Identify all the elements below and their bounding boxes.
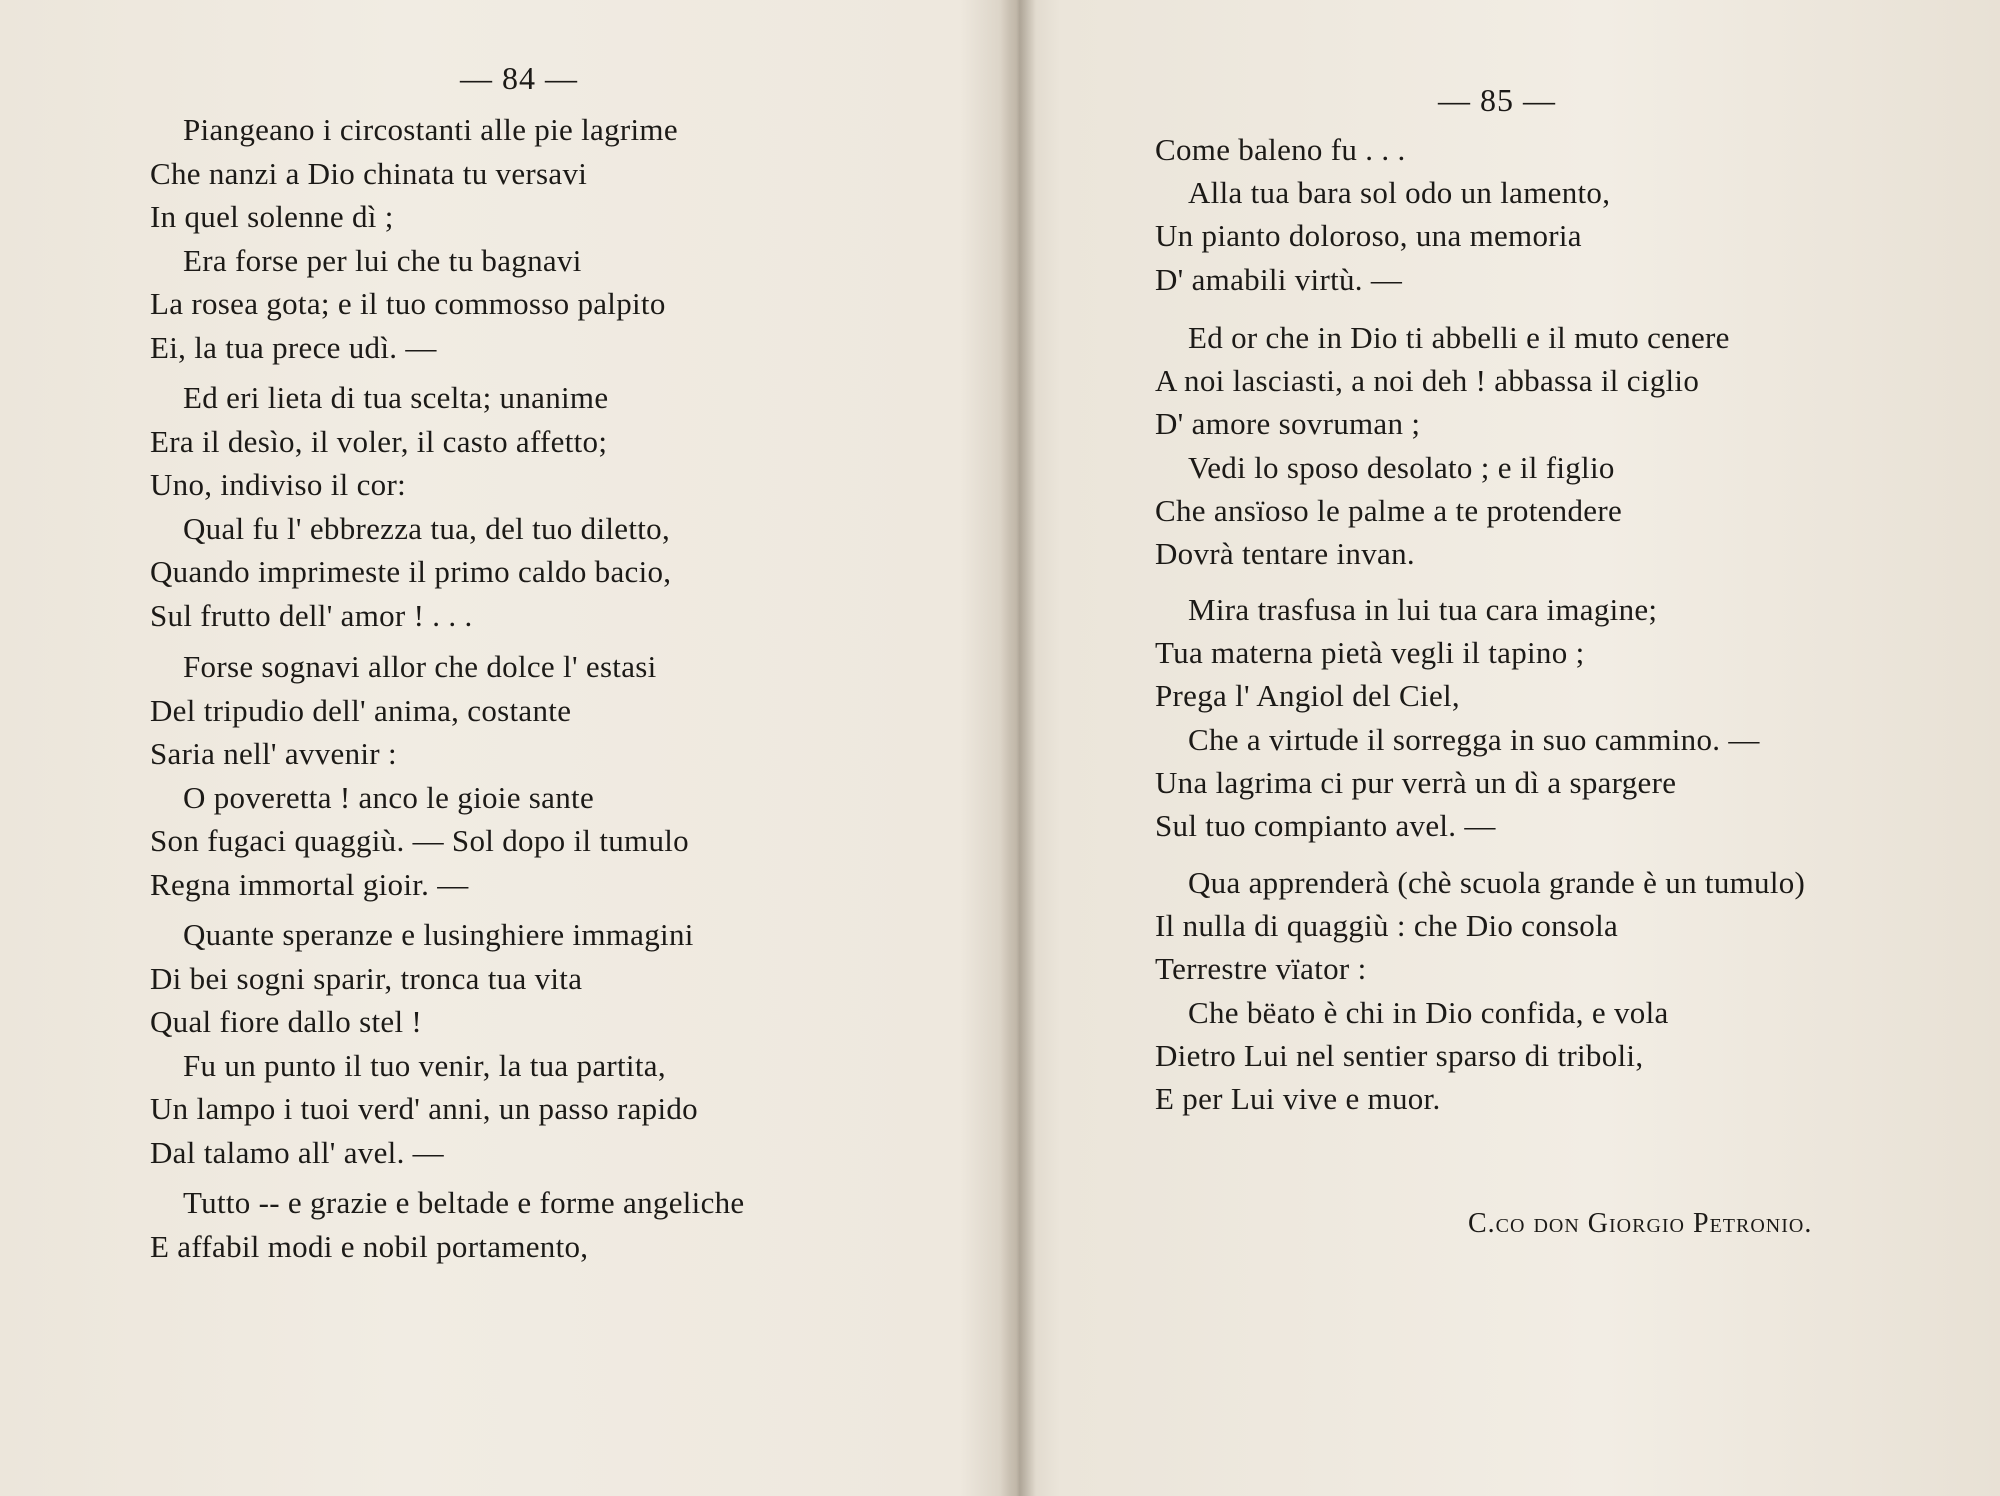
verse-line: Vedi lo sposo desolato ; e il figlio xyxy=(1188,449,1615,485)
verse-line: La rosea gota; e il tuo commosso palpito xyxy=(150,286,666,321)
verse-line: Una lagrima ci pur verrà un dì a spargere xyxy=(1155,764,1677,800)
verse-line: D' amore sovruman ; xyxy=(1155,406,1421,442)
verse-line: Regna immortal gioir. — xyxy=(150,866,469,902)
verse-line: A noi lasciasti, a noi deh ! abbassa il ciglio xyxy=(1155,363,1700,399)
page-number-84: — 84 — xyxy=(460,60,578,96)
verse-line: Saria nell' avvenir : xyxy=(150,736,397,771)
verse-line: Qua apprenderà (chè scuola grande è un tumulo) xyxy=(1188,865,1806,900)
verse-line: Forse sognavi allor che dolce l' estasi xyxy=(183,649,657,684)
page-number-85: — 85 — xyxy=(1438,82,1556,118)
author-signature: C.co don Giorgio Petronio. xyxy=(1468,1208,1813,1239)
verse-line: Piangeano i circostanti alle pie lagrime xyxy=(183,112,678,147)
verse-line: Che a virtude il sorregga in suo cammino. — xyxy=(1188,721,1760,757)
verse-line: Del tripudio dell' anima, costante xyxy=(150,692,572,728)
verse-line: Quando imprimeste il primo caldo bacio, xyxy=(150,554,672,589)
verse-line: D' amabili virtù. — xyxy=(1155,261,1403,297)
verse-line: Son fugaci quaggiù. — Sol dopo il tumulo xyxy=(150,823,689,858)
verse-line: Che ansïoso le palme a te protendere xyxy=(1155,492,1623,528)
verse-line: E per Lui vive e muor. xyxy=(1155,1081,1441,1116)
verse-line: Un pianto doloroso, una memoria xyxy=(1155,218,1582,254)
verse-line: Di bei sogni sparir, tronca tua vita xyxy=(150,960,583,996)
verse-line: Dal talamo all' avel. — xyxy=(150,1134,444,1170)
verse-line: Tua materna pietà vegli il tapino ; xyxy=(1155,635,1585,671)
verse-line: Mira trasfusa in lui tua cara imagine; xyxy=(1188,592,1658,627)
verse-line: Qual fu l' ebbrezza tua, del tuo diletto, xyxy=(183,510,671,546)
verse-line: Era forse per lui che tu bagnavi xyxy=(183,242,582,278)
verse-line: Qual fiore dallo stel ! xyxy=(150,1004,423,1039)
verse-line: In quel solenne dì ; xyxy=(150,199,394,234)
verse-line: Sul tuo compianto avel. — xyxy=(1155,808,1496,843)
verse-line: Alla tua bara sol odo un lamento, xyxy=(1188,175,1611,211)
verse-line: Fu un punto il tuo venir, la tua partita, xyxy=(183,1047,666,1083)
verse-line: Dovrà tentare invan. xyxy=(1155,536,1415,571)
verse-line: Prega l' Angiol del Ciel, xyxy=(1155,678,1460,714)
verse-line: Terrestre vïator : xyxy=(1155,951,1367,987)
verse-line: Quante speranze e lusinghiere immagini xyxy=(183,917,694,952)
verse-line: Uno, indiviso il cor: xyxy=(150,467,407,502)
verse-line: Ed or che in Dio ti abbelli e il muto cenere xyxy=(1188,320,1730,355)
verse-line: Ed eri lieta di tua scelta; unanime xyxy=(183,380,609,415)
verse-line: Era il desìo, il voler, il casto affetto; xyxy=(150,423,608,459)
right-page xyxy=(1030,0,2000,1496)
verse-line: E affabil modi e nobil portamento, xyxy=(150,1228,589,1264)
verse-line: Ei, la tua prece udì. — xyxy=(150,329,437,365)
verse-line: Tutto -- e grazie e beltade e forme angeliche xyxy=(183,1185,745,1220)
verse-line: Che nanzi a Dio chinata tu versavi xyxy=(150,155,588,191)
verse-line: Dietro Lui nel sentier sparso di triboli, xyxy=(1155,1037,1644,1073)
verse-line: Che bëato è chi in Dio confida, e vola xyxy=(1188,994,1669,1030)
verse-line: Come baleno fu . . . xyxy=(1155,132,1406,167)
verse-line: O poveretta ! anco le gioie sante xyxy=(183,779,595,815)
verse-line: Un lampo i tuoi verd' anni, un passo rapido xyxy=(150,1091,698,1126)
verse-line: Sul frutto dell' amor ! . . . xyxy=(150,597,473,633)
verse-line: Il nulla di quaggiù : che Dio consola xyxy=(1155,908,1619,944)
